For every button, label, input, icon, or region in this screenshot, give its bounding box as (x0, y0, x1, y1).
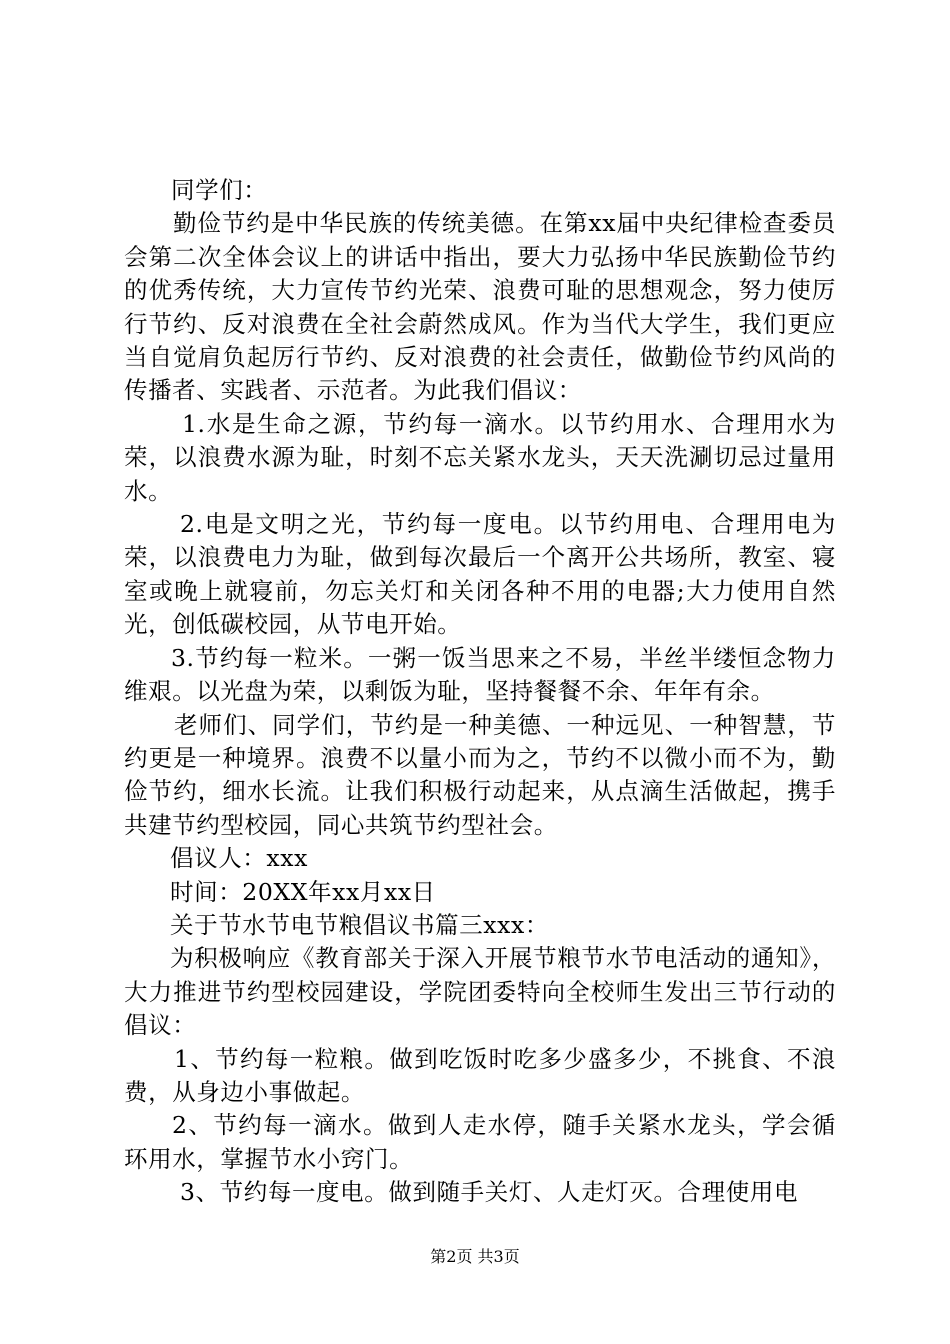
closing-paragraph: 老师们、同学们，节约是一种美德、一种远见、一种智慧，节约更是一种境界。浪费不以量小而为之，节约不以微小而不为，勤俭节约，细水长流。让我们积极行动起来，从点滴生活做起，携手共建节约型校园，同心共筑节约型社会。 (124, 710, 836, 839)
section-item-grain: 1、节约每一粒粮。做到吃饭时吃多少盛多少，不挑食、不浪费，从身边小事做起。 (124, 1044, 836, 1106)
proposal-item-water: 1.水是生命之源，节约每一滴水。以节约用水、合理用水为荣，以浪费水源为耻，时刻不忘关紧水龙头，天天洗涮切忌过量用水。 (124, 409, 836, 505)
section-item-electricity: 3、节约每一度电。做到随手关灯、人走灯灭。合理使用电 (180, 1178, 799, 1207)
page-number: 第2页 共3页 (430, 1247, 520, 1266)
document-body (124, 174, 836, 1210)
section-item-water: 2、节约每一滴水。做到人走水停，随手关紧水龙头，学会循环用水，掌握节水小窍门。 (124, 1111, 836, 1173)
signature-line: 倡议人：xxx (170, 844, 308, 873)
proposal-item-rice: 3.节约每一粒米。一粥一饭当思来之不易，半丝半缕恒念物力维艰。以光盘为荣，以剩饭为耻，坚持餐餐不余、年年有余。 (124, 643, 836, 706)
intro-paragraph: 勤俭节约是中华民族的传统美德。在第xx届中央纪律检查委员会第二次全体会议上的讲话中指出，要大力弘扬中华民族勤俭节约的优秀传统，大力宣传节约光荣、浪费可耻的思想观念，努力使厉行节约、反对浪费在全社会蔚然成风。作为当代大学生，我们更应当自觉肩负起厉行节约、反对浪费的社会责任，做勤俭节约风尚的传播者、实践者、示范者。为此我们倡议： (124, 209, 836, 405)
proposal-item-electricity: 2.电是文明之光，节约每一度电。以节约用电、合理用电为荣，以浪费电力为耻，做到每次最后一个离开公共场所，教室、寝室或晚上就寝前，勿忘关灯和关闭各种不用的电器;大力使用自然光，创低碳校园，从节电开始。 (124, 510, 836, 639)
section-intro-paragraph: 为积极响应《教育部关于深入开展节粮节水节电活动的通知》，大力推进节约型校园建设，学院团委特向全校师生发出三节行动的倡议： (124, 944, 836, 1040)
greeting-paragraph: 同学们： (171, 176, 268, 204)
section-heading: 关于节水节电节粮倡议书篇三xxx： (170, 910, 549, 939)
date-line: 时间：20XX年xx月xx日 (170, 877, 436, 906)
